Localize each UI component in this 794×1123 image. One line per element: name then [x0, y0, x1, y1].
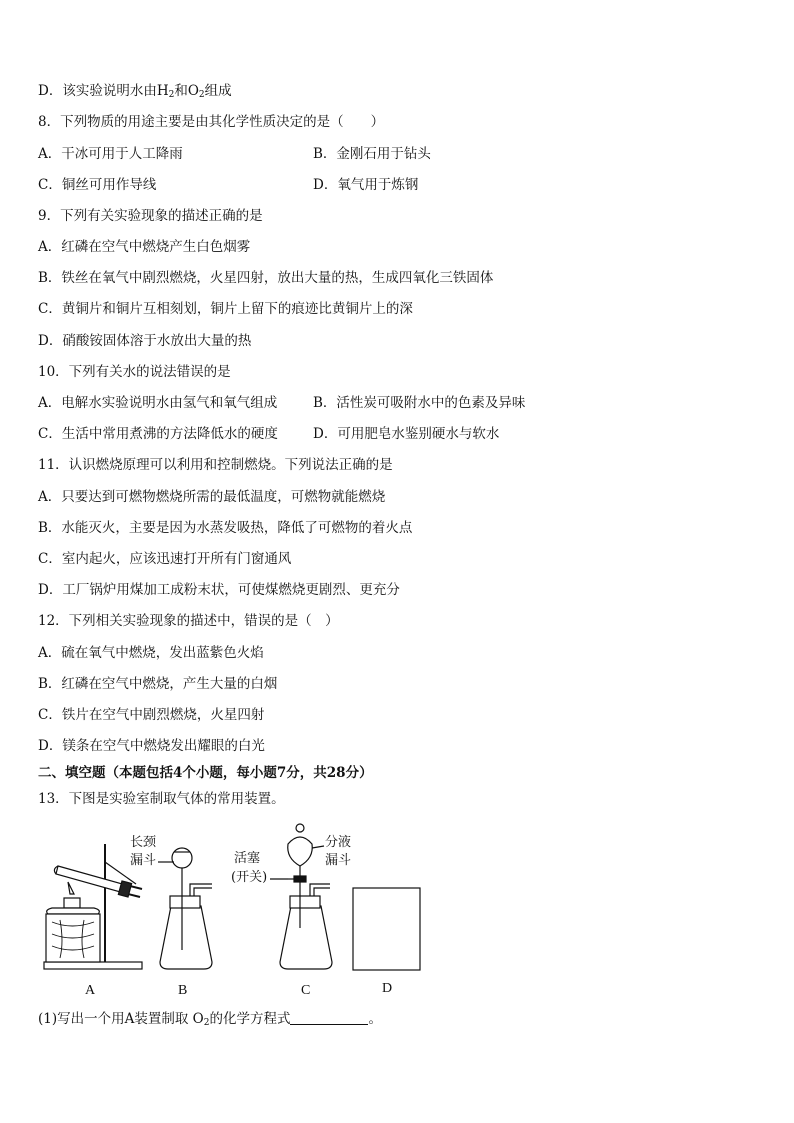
- q7-d-text-3: 组成: [204, 83, 232, 99]
- q13-sub1-text-1: (1)写出一个用A装置制取 O: [38, 1011, 204, 1027]
- q12-option-b: B．红磷在空气中燃烧，产生大量的白烟: [38, 676, 278, 692]
- q8-option-c: C．铜丝可用作导线: [38, 177, 157, 193]
- section-title-fill-in: 二、填空题（本题包括4个小题，每小题7分，共28分）: [38, 765, 373, 781]
- pointer-c-funnel: [312, 846, 324, 848]
- q9-option-c: C．黄铜片和铜片互相刻划，铜片上留下的痕迹比黄铜片上的深: [38, 301, 413, 317]
- q8-stem: 8．下列物质的用途主要是由其化学性质决定的是（ ）: [38, 114, 385, 130]
- stand-base: [44, 962, 142, 969]
- caption-a: A: [85, 983, 96, 998]
- q13-sub1-end: 。: [368, 1011, 382, 1027]
- label-c-valve-1: 活塞: [234, 851, 261, 866]
- alcohol-lamp: [46, 882, 100, 962]
- apparatus-b-flask-long-funnel: [160, 848, 212, 969]
- q12-stem: 12．下列相关实验现象的描述中，错误的是（ ）: [38, 613, 339, 629]
- label-c-valve-2: (开关): [231, 870, 268, 885]
- apparatus-figure: [38, 822, 438, 1000]
- q7-d-sub-2: 2: [198, 90, 205, 100]
- q11-option-d: D．工厂锅炉用煤加工成粉末状，可使煤燃烧更剧烈、更充分: [38, 582, 400, 598]
- q13-sub1: [38, 1009, 382, 1033]
- funnel-stopper: [296, 824, 304, 832]
- label-b-1: 长颈: [130, 835, 157, 850]
- rubber-stopper-c: [290, 896, 320, 908]
- q12-option-d: D．镁条在空气中燃烧发出耀眼的白光: [38, 738, 265, 754]
- q10-option-d: D．可用肥皂水鉴别硬水与软水: [313, 426, 500, 442]
- label-c-funnel-1: 分液: [325, 835, 352, 850]
- q11-stem: 11．认识燃烧原理可以利用和控制燃烧。下列说法正确的是: [38, 457, 393, 473]
- q9-option-b: B．铁丝在氧气中剧烈燃烧，火星四射，放出大量的热，生成四氧化三铁固体: [38, 270, 494, 286]
- q10-option-c: C．生活中常用煮沸的方法降低水的硬度: [38, 426, 278, 442]
- q10-option-b: B．活性炭可吸附水中的色素及异味: [313, 395, 526, 411]
- q12-option-a: A．硫在氧气中燃烧，发出蓝紫色火焰: [38, 645, 264, 661]
- q8-option-d: D．氧气用于炼钢: [313, 177, 419, 193]
- q7-d-text-1: D．该实验说明水由H: [38, 83, 169, 99]
- apparatus-d-empty-box: [353, 888, 420, 970]
- q13-sub1-text-2: 的化学方程式: [209, 1011, 291, 1027]
- caption-b: B: [178, 983, 188, 998]
- funnel-bulb: [172, 848, 192, 868]
- q9-option-d: D．硝酸铵固体溶于水放出大量的热: [38, 333, 252, 349]
- test-tube: [54, 866, 142, 897]
- q13-sub1-sub: 2: [203, 1018, 210, 1028]
- q8-option-b: B．金刚石用于钻头: [313, 146, 431, 162]
- separatory-funnel-body: [288, 837, 313, 866]
- label-b-2: 漏斗: [130, 853, 157, 868]
- delivery-tube-c: [310, 884, 330, 896]
- q13-stem: 13．下图是实验室制取气体的常用装置。: [38, 791, 285, 807]
- q11-option-c: C．室内起火，应该迅速打开所有门窗通风: [38, 551, 292, 567]
- rubber-stopper: [170, 896, 200, 908]
- caption-c: C: [301, 983, 311, 998]
- q7-d-sub-1: 2: [168, 90, 175, 100]
- q9-option-a: A．红磷在空气中燃烧产生白色烟雾: [38, 239, 251, 255]
- label-c-funnel-2: 漏斗: [325, 853, 352, 868]
- q7-d-text-2: 和O: [174, 83, 199, 99]
- stopcock: [294, 876, 306, 882]
- delivery-tube-b: [190, 884, 212, 896]
- q11-option-b: B．水能灭火，主要是因为水蒸发吸热，降低了可燃物的着火点: [38, 520, 413, 536]
- q8-option-a: A．干冰可用于人工降雨: [38, 146, 183, 162]
- q12-option-c: C．铁片在空气中剧烈燃烧，火星四射: [38, 707, 265, 723]
- apparatus-a-heating-setup: [44, 844, 142, 969]
- answer-blank[interactable]: [290, 1010, 368, 1025]
- caption-d: D: [382, 981, 393, 996]
- q10-stem: 10．下列有关水的说法错误的是: [38, 364, 231, 380]
- q9-stem: 9．下列有关实验现象的描述正确的是: [38, 208, 263, 224]
- q7-option-d: [38, 81, 232, 105]
- q10-option-a: A．电解水实验说明水由氢气和氧气组成: [38, 395, 278, 411]
- q11-option-a: A．只要达到可燃物燃烧所需的最低温度，可燃物就能燃烧: [38, 489, 386, 505]
